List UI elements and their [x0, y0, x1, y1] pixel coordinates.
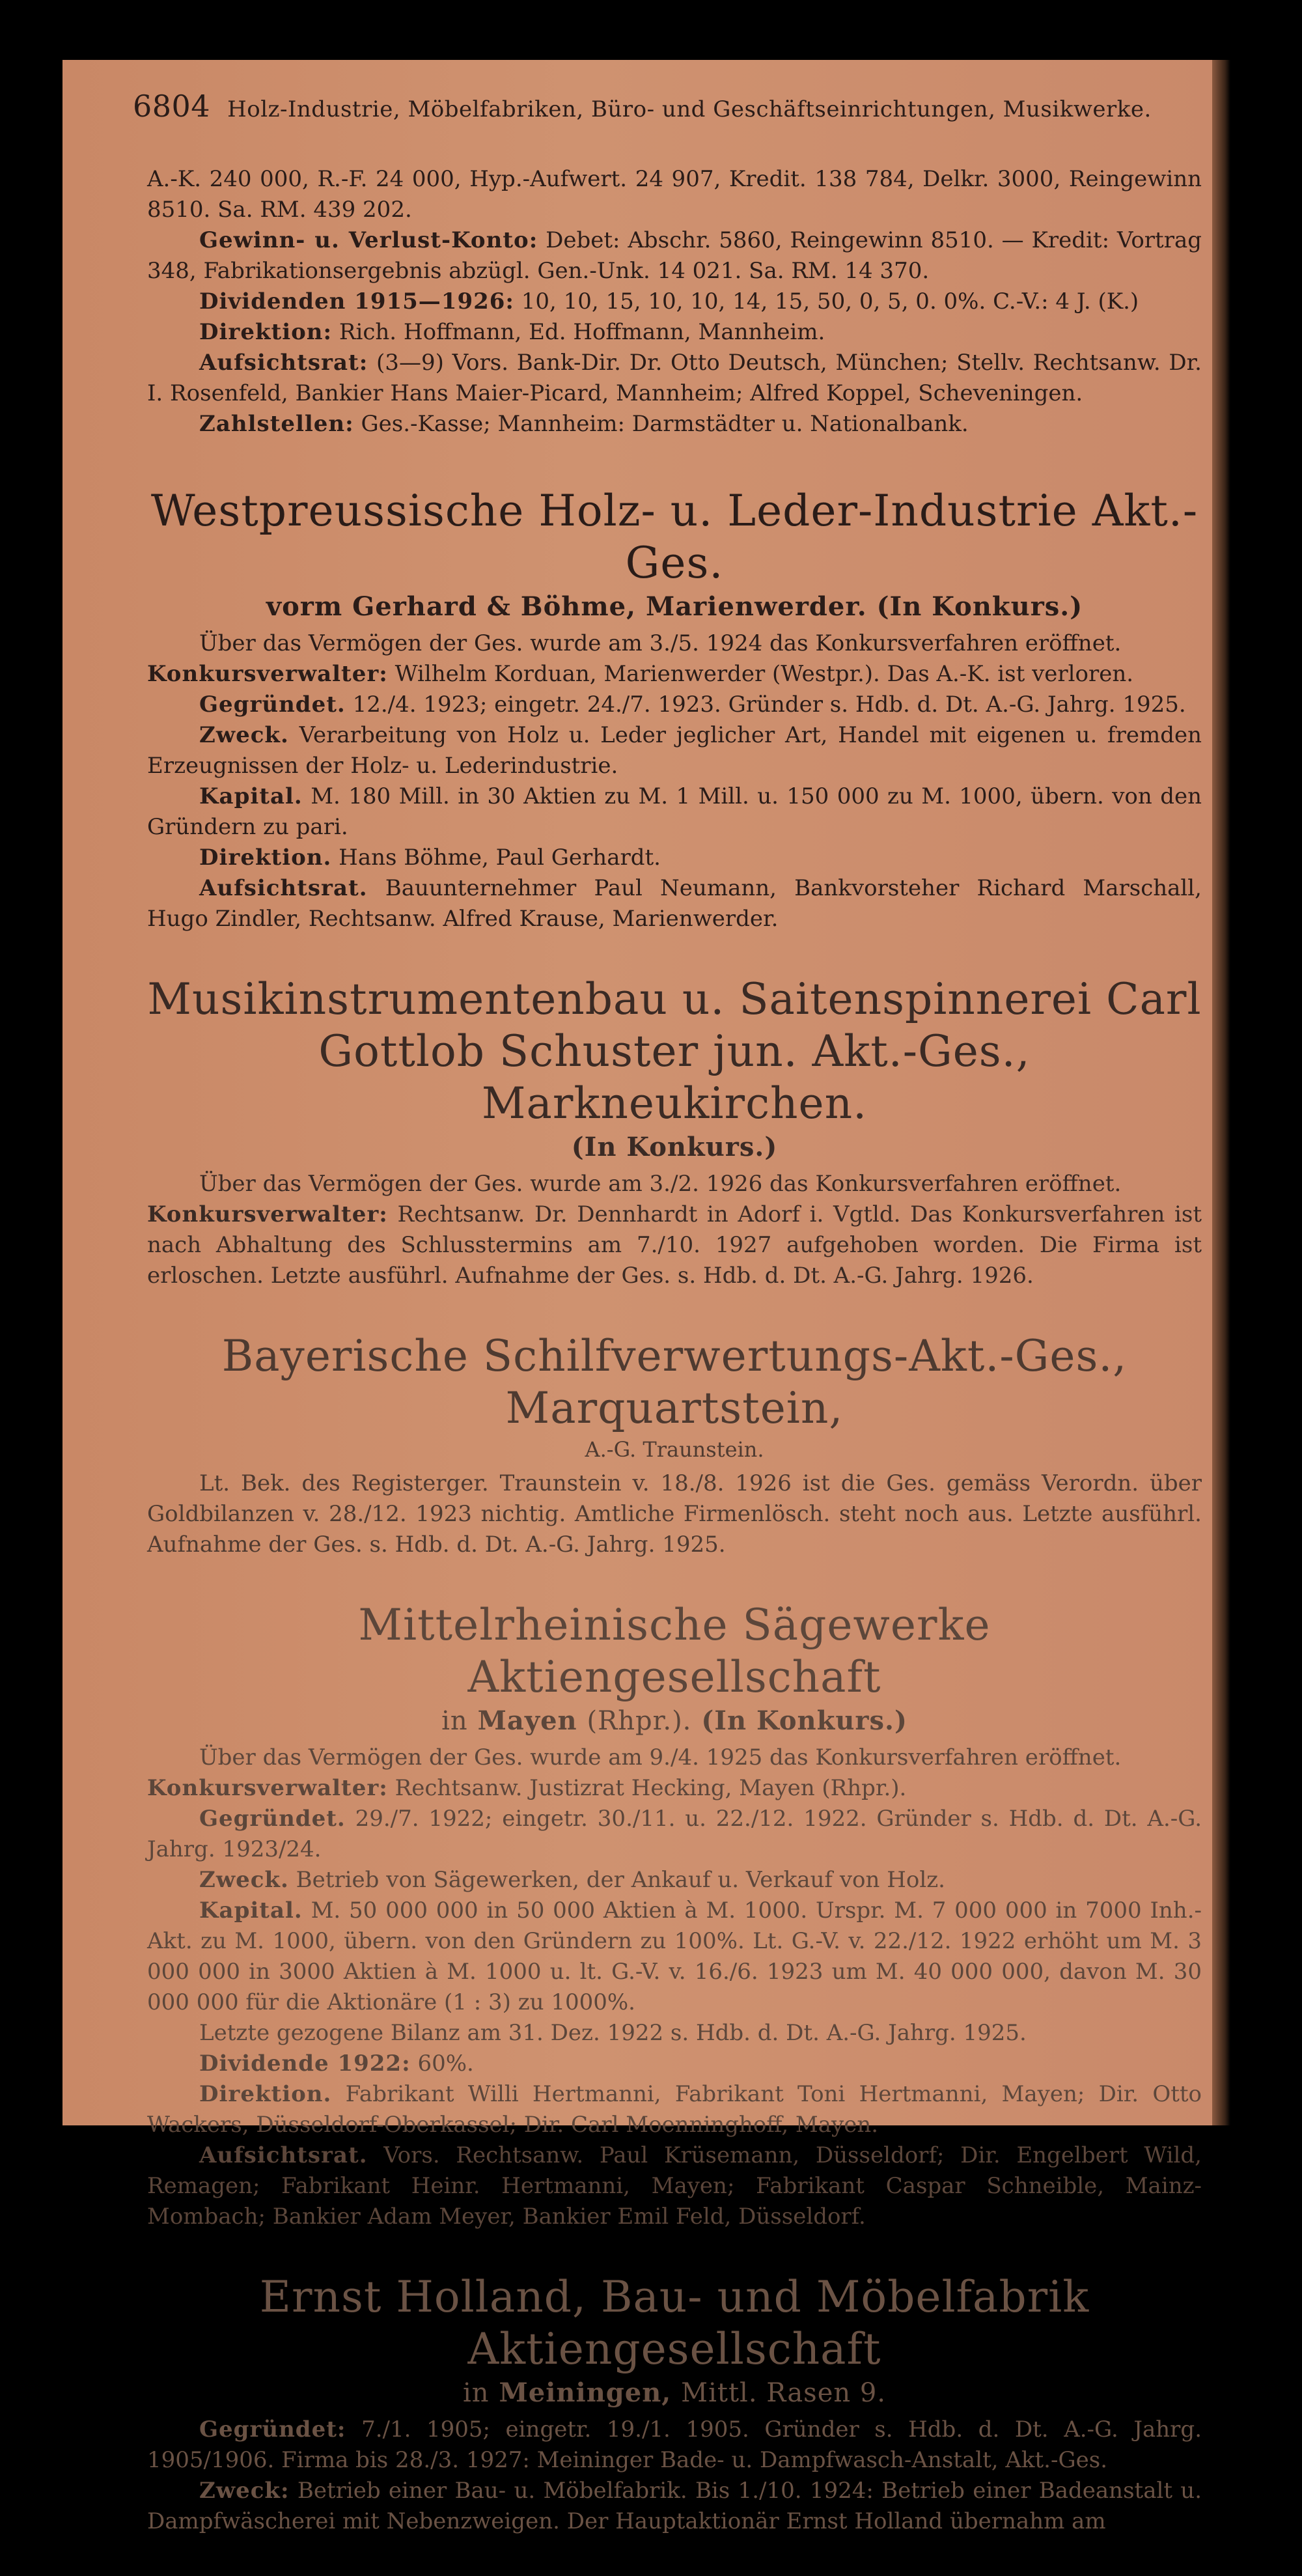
- register-paragraph: Lt. Bek. des Registerger. Traunstein v. 18./8. 1926 ist die Ges. gemäss Verordn. über Goldbilanzen v. 28./12. 1923 nichtig. Amtliche Firmenlösch. steht noch aus. Letzte ausführl. Aufnahme der Ges. s. Hdb. d. Dt. A.-G. Jahrg. 1925.: [147, 1470, 1202, 1558]
- running-title: Holz-Industrie, Möbelfabriken, Büro- und Geschäftseinrichtungen, Musikwerke.: [227, 96, 1152, 122]
- zweck-paragraph: [147, 2476, 1202, 2537]
- direktion-paragraph: [147, 2079, 1202, 2140]
- company-subtitle: vorm Gerhard & Böhme, Marienwerder. (In Konkurs.): [266, 591, 1083, 622]
- aufsichtsrat-label: Aufsichtsrat.: [199, 2142, 368, 2168]
- gewinn-verlust-text: Debet: Abschr. 5860, Reingewinn 8510. — Kredit: Vortrag 348, Fabrikationsergebnis abzügl. Gen.-Unk. 14 021. Sa. RM. 14 370.: [147, 227, 1202, 284]
- direktion-paragraph: [147, 843, 1202, 873]
- subtitle-city: Meiningen,: [499, 2377, 672, 2408]
- book-page: [62, 60, 1216, 2534]
- kapital-paragraph: [147, 781, 1202, 843]
- zahlstellen-paragraph: [147, 409, 1202, 440]
- aufsichtsrat-text: Vors. Rechtsanw. Paul Krüsemann, Düsseldorf; Dir. Engelbert Wild, Remagen; Fabrikant Heinr. Hertmanni, Mayen; Fabrikant Caspar Schneible, Mainz-Mombach; Bankier Adam Meyer, Bankier Emil Feld, Düsseldorf.: [147, 2142, 1202, 2230]
- subtitle-rest: Mittl. Rasen 9.: [681, 2378, 886, 2408]
- dividende-paragraph: [147, 2049, 1202, 2079]
- page-number: 6804: [133, 89, 211, 124]
- dividenden-paragraph: [147, 287, 1202, 317]
- konkursverwalter-paragraph: [147, 1199, 1202, 1291]
- konkurs-intro: Über das Vermögen der Ges. wurde am 3./2. 1926 das Konkursverfahren eröffnet.: [199, 1171, 1122, 1197]
- konkurs-intro: Über das Vermögen der Ges. wurde am 9./4. 1925 das Konkursverfahren eröffnet.: [199, 1744, 1122, 1771]
- aufsichtsrat-label: Aufsichtsrat:: [199, 350, 368, 376]
- company-subtitle: [147, 1703, 1202, 1739]
- company-title: Ernst Holland, Bau- und Möbelfabrik Aktiengesellschaft: [259, 2272, 1090, 2374]
- konkursverwalter-label: Konkursverwalter:: [147, 1201, 388, 1227]
- zweck-text: Betrieb von Sägewerken, der Ankauf u. Verkauf von Holz.: [296, 1867, 945, 1893]
- zweck-paragraph: [147, 1865, 1202, 1896]
- kapital-paragraph: [147, 1896, 1202, 2018]
- subtitle-city: Mayen: [477, 1705, 577, 1736]
- zweck-label: Zweck:: [199, 2478, 290, 2504]
- dividende-label: Dividende 1922:: [199, 2051, 411, 2077]
- zweck-paragraph: [147, 720, 1202, 781]
- gewinn-verlust-paragraph: [147, 225, 1202, 287]
- aufsichtsrat-label: Aufsichtsrat.: [199, 875, 368, 901]
- direktion-text: Rich. Hoffmann, Ed. Hoffmann, Mannheim.: [339, 319, 825, 345]
- direktion-label: Direktion:: [199, 319, 333, 345]
- page-header: [133, 89, 1200, 124]
- direktion-text: Fabrikant Willi Hertmanni, Fabrikant Toni Hertmanni, Mayen; Dir. Otto Wackers, Düsseldorf-Oberkassel; Dir. Carl Moenninghoff, Mayen.: [147, 2081, 1202, 2138]
- aufsichtsrat-paragraph: [147, 348, 1202, 409]
- direktion-label: Direktion.: [199, 2081, 332, 2107]
- subtitle-rest: (Rhpr.).: [587, 1706, 692, 1736]
- bilanz-paragraph: Letzte gezogene Bilanz am 31. Dez. 1922 s. Hdb. d. Dt. A.-G. Jahrg. 1925.: [199, 2020, 1027, 2046]
- konkursverwalter-text: Rechtsanw. Justizrat Hecking, Mayen (Rhpr.).: [395, 1775, 907, 1801]
- company-title: Mittelrheinische Sägewerke Aktiengesellschaft: [358, 1600, 991, 1702]
- kapital-text: M. 50 000 000 in 50 000 Aktien à M. 1000. Urspr. M. 7 000 000 in 7000 Inh.-Akt. zu M. 1000, übern. von den Gründern zu 100%. Lt. G.-V. v. 22./12. 1922 erhöht um M. 3 000 000 in 3000 Aktien à M. 1000 u. lt. G.-V. v. 16./6. 1923 um M. 40 000 000, davon M. 30 000 000 für die Aktionäre (1 : 3) zu 1000%.: [147, 1897, 1202, 2015]
- gegruendet-text: 29./7. 1922; eingetr. 30./11. u. 22./12. 1922. Gründer s. Hdb. d. Dt. A.-G. Jahrg. 1923/24.: [147, 1806, 1202, 1862]
- kapital-label: Kapital.: [199, 783, 303, 809]
- zahlstellen-label: Zahlstellen:: [199, 411, 354, 437]
- entry-westpreussische: [147, 485, 1202, 934]
- balance-line: A.-K. 240 000, R.-F. 24 000, Hyp.-Aufwert. 24 907, Kredit. 138 784, Delkr. 3000, Reingewinn 8510. Sa. RM. 439 202.: [147, 166, 1202, 223]
- gegruendet-label: Gegründet.: [199, 692, 346, 718]
- direktion-text: Hans Böhme, Paul Gerhardt.: [339, 845, 661, 871]
- zweck-text: Verarbeitung von Holz u. Leder jeglicher Art, Handel mit eigenen u. fremden Erzeugnissen der Holz- u. Lederindustrie.: [147, 722, 1202, 779]
- aufsichtsrat-paragraph: [147, 2140, 1202, 2232]
- entry-mittelrheinische-saegewerke: [147, 1599, 1202, 2232]
- dividenden-text: 10, 10, 15, 10, 10, 14, 15, 50, 0, 5, 0. 0%. C.-V.: 4 J. (K.): [521, 288, 1139, 315]
- zweck-label: Zweck.: [199, 722, 289, 748]
- company-title: Musikinstrumentenbau u. Saitenspinnerei Carl Gottlob Schuster jun. Akt.-Ges., Markneukirchen.: [147, 974, 1202, 1128]
- konkursverwalter-text: Rechtsanw. Dr. Dennhardt in Adorf i. Vgtld. Das Konkursverfahren ist nach Abhaltung des Schlusstermins am 7./10. 1927 aufgehoben worden. Die Firma ist erloschen. Letzte ausführl. Aufnahme der Ges. s. Hdb. d. Dt. A.-G. Jahrg. 1926.: [147, 1201, 1202, 1289]
- zweck-label: Zweck.: [199, 1867, 289, 1893]
- zahlstellen-text: Ges.-Kasse; Mannheim: Darmstädter u. Nationalbank.: [361, 411, 969, 437]
- gegruendet-label: Gegründet:: [199, 2416, 346, 2443]
- gewinn-verlust-label: Gewinn- u. Verlust-Konto:: [199, 227, 538, 253]
- gegruendet-text: 7./1. 1905; eingetr. 19./1. 1905. Gründer s. Hdb. d. Dt. A.-G. Jahrg. 1905/1906. Firma bis 28./3. 1927: Meininger Bade- u. Dampfwasch-Anstalt, Akt.-Ges.: [147, 2416, 1202, 2473]
- aufsichtsrat-text: (3—9) Vors. Bank-Dir. Dr. Otto Deutsch, München; Stellv. Rechtsanw. Dr. I. Rosenfeld, Bankier Hans Maier-Picard, Mannheim; Alfred Koppel, Scheveningen.: [147, 350, 1202, 406]
- company-title: Westpreussische Holz- u. Leder-Industrie Akt.-Ges.: [150, 486, 1198, 588]
- konkursverwalter-label: Konkursverwalter:: [147, 1775, 388, 1801]
- dividende-text: 60%.: [417, 2051, 474, 2077]
- gegruendet-paragraph: [147, 2415, 1202, 2476]
- konkurs-intro: Über das Vermögen der Ges. wurde am 3./5. 1924 das Konkursverfahren eröffnet.: [199, 630, 1122, 656]
- company-subtitle: A.-G. Traunstein.: [585, 1437, 764, 1462]
- konkursverwalter-paragraph: [147, 659, 1202, 690]
- gegruendet-paragraph: [147, 690, 1202, 720]
- konkursverwalter-text: Wilhelm Korduan, Marienwerder (Westpr.). Das A.-K. ist verloren.: [395, 661, 1134, 687]
- company-subtitle: [147, 2375, 1202, 2411]
- kapital-label: Kapital.: [199, 1897, 303, 1924]
- entry-bayerische-schilfverwertung: [147, 1330, 1202, 1560]
- dividenden-label: Dividenden 1915—1926:: [199, 288, 514, 315]
- konkursverwalter-paragraph: [147, 1773, 1202, 1804]
- konkursverwalter-label: Konkursverwalter:: [147, 661, 388, 687]
- gegruendet-label: Gegründet.: [199, 1806, 346, 1832]
- entry-continuation: [147, 164, 1202, 440]
- direktion-paragraph: [147, 317, 1202, 348]
- subtitle-prefix: in: [441, 1706, 468, 1736]
- entry-ernst-holland: [147, 2271, 1202, 2537]
- book-spine-shadow: [1212, 60, 1230, 2125]
- aufsichtsrat-paragraph: [147, 873, 1202, 934]
- page-body: [147, 164, 1202, 2576]
- entry-musikinstrumentenbau: [147, 973, 1202, 1291]
- direktion-label: Direktion.: [199, 845, 332, 871]
- subtitle-konkurs: (In Konkurs.): [701, 1705, 907, 1736]
- kapital-text: M. 180 Mill. in 30 Aktien zu M. 1 Mill. u. 150 000 zu M. 1000, übern. von den Gründern zu pari.: [147, 783, 1202, 840]
- gegruendet-text: 12./4. 1923; eingetr. 24./7. 1923. Gründer s. Hdb. d. Dt. A.-G. Jahrg. 1925.: [352, 692, 1186, 718]
- subtitle-prefix: in: [463, 2378, 490, 2408]
- aufsichtsrat-text: Bauunternehmer Paul Neumann, Bankvorsteher Richard Marschall, Hugo Zindler, Rechtsanw. Alfred Krause, Marienwerder.: [147, 875, 1202, 932]
- zweck-text: Betrieb einer Bau- u. Möbelfabrik. Bis 1./10. 1924: Betrieb einer Badeanstalt u. Dampfwäscherei mit Nebenzweigen. Der Hauptaktionär Ernst Holland übernahm am: [147, 2478, 1202, 2534]
- company-title: Bayerische Schilfverwertungs-Akt.-Ges., Marquartstein,: [221, 1331, 1128, 1433]
- gegruendet-paragraph: [147, 1804, 1202, 1865]
- company-subtitle: (In Konkurs.): [571, 1132, 778, 1162]
